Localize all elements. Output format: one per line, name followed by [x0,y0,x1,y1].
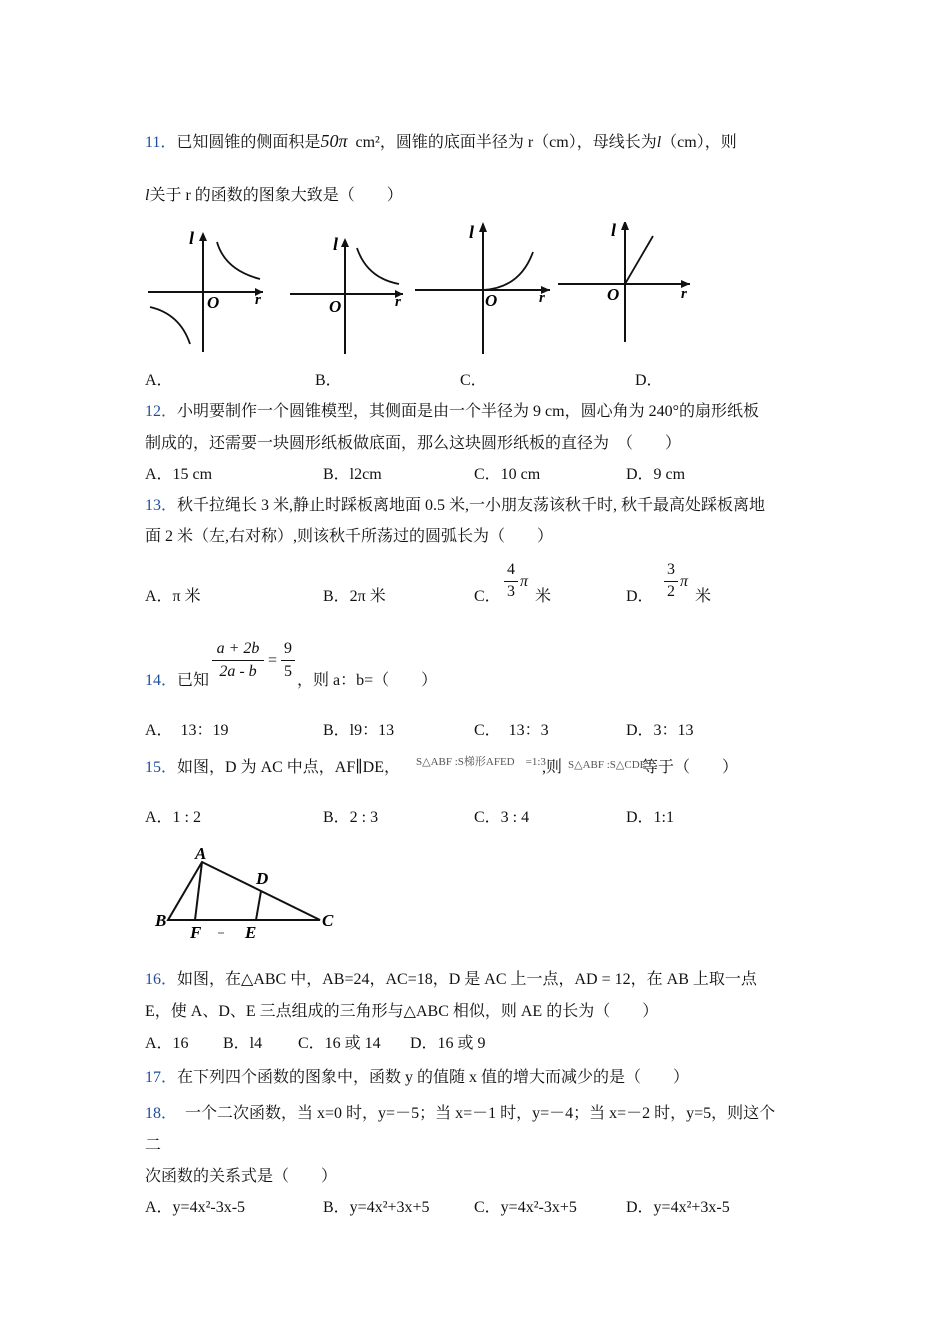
q18-option-d[interactable]: D．y=4x²+3x-5 [626,1199,730,1216]
graph-c-o-label: O [485,291,498,310]
q14-equals: = [268,652,278,669]
graph-a-l-label: l [189,228,195,248]
q13-option-d-label: D． [626,588,654,605]
q15-label-d: D [256,869,269,888]
q12-option-a[interactable]: A．15 cm [145,466,213,483]
q14-line1 [145,671,209,691]
q14-post: ，则 a：b=（ ） [297,672,438,689]
q15-text-3: 等于（ ） [642,759,739,776]
q16-option-a[interactable]: A．16 [145,1035,189,1052]
q16-line2: E，使 A、D、E 三点组成的三角形与△ABC 相似，则 AE 的长为（ ） [145,1003,659,1020]
q18-line1 [145,1104,775,1124]
q14-fraction-bar [212,660,264,661]
q13-option-d-unit: 米 [695,588,712,605]
q13-option-b[interactable]: B．2π 米 [323,588,386,605]
q14-fraction-denominator: 2a - b [219,663,257,680]
q13-option-d-denominator: 2 [667,583,675,600]
graph-d [558,222,690,342]
q18-text-1: 一个二次函数，当 x=0 时，y=－5；当 x=－1 时，y=－4；当 x=－2 时，y=5，则这个 [169,1105,776,1122]
q13-option-c-fraction-bar [504,581,518,582]
q15-ratio-1: S△ABF :S梯形AFED =1:3 [416,756,546,768]
q14-rhs-denominator: 5 [284,663,292,680]
q15-option-d[interactable]: D．1:1 [626,809,675,826]
q15-option-c[interactable]: C．3 : 4 [474,809,530,826]
q15-label-b: B [155,911,167,930]
q13-option-c-denominator: 3 [507,583,515,600]
graph-c-l-label: l [469,222,475,242]
q13-option-c-label: C． [474,588,501,605]
q17-number: 17． [145,1069,178,1086]
q15-option-b[interactable]: B．2 : 3 [323,809,379,826]
q15-triangle-figure [150,842,350,942]
graph-a-o-label: O [207,293,220,312]
q16-line1 [145,970,757,990]
q16-option-d[interactable]: D．16 或 9 [410,1035,486,1052]
q14-rhs-numerator: 9 [284,640,292,657]
q14-option-d[interactable]: D．3：13 [626,722,694,739]
q11-text-b: cm²，圆锥的底面半径为 r（cm），母线长为 [355,134,657,151]
q12-line1 [145,402,759,422]
graph-d-l-label: l [611,222,617,240]
q15-ratio-2: S△ABF :S△CDE [568,759,647,771]
graph-b-r-label: r [395,294,401,310]
q16-option-c[interactable]: C．16 或 14 [298,1035,381,1052]
q17-text-1: 在下列四个函数的图象中，函数 y 的值随 x 值的增大而减少的是（ ） [177,1069,690,1086]
q13-line1 [145,496,765,516]
q14-option-c[interactable]: C． 13：3 [474,722,549,739]
q18-line2: 二 [145,1137,162,1154]
q15-number: 15． [145,759,178,776]
q13-option-c-pi: π [520,573,529,590]
q11-option-b[interactable]: B． [315,372,342,389]
q14-option-b[interactable]: B．l9：13 [323,722,395,739]
q12-text-1: 小明要制作一个圆锥模型，其侧面是由一个半径为 9 cm，圆心角为 240°的扇形纸板 [177,403,759,420]
q18-option-a[interactable]: A．y=4x²-3x-5 [145,1199,246,1216]
q11-area: 50π [320,131,348,151]
q14-fraction-numerator: a + 2b [216,640,260,657]
q13-option-d[interactable] [626,587,654,607]
q17-line1 [145,1068,689,1088]
graph-d-o-label: O [607,285,620,304]
q14-number: 14． [145,672,178,689]
q13-option-c[interactable] [474,587,501,607]
q11-option-d[interactable]: D． [635,372,663,389]
graph-b [290,234,403,354]
q13-option-c-unit: 米 [535,588,552,605]
q16-option-b[interactable]: B．l4 [223,1035,263,1052]
q16-text-1: 如图，在△ABC 中，AB=24，AC=18，D 是 AC 上一点，AD = 12，在 AB 上取一点 [177,971,757,988]
q13-option-d-numerator: 3 [667,561,675,578]
q11-graphs [145,222,700,358]
q12-option-c[interactable]: C．10 cm [474,466,541,483]
q11-line2 [145,186,403,206]
q18-option-b[interactable]: B．y=4x²+3x+5 [323,1199,430,1216]
q11-option-a[interactable]: A． [145,372,173,389]
q11-text-d: 关于 r 的函数的图象大致是（ ） [149,187,403,204]
q15-label-e: E [245,923,257,942]
q11-text-c: （cm），则 [661,134,737,151]
graph-d-r-label: r [681,286,687,302]
q12-option-b[interactable]: B．l2cm [323,466,382,483]
q15-label-c: C [322,911,334,930]
q14-pre: 已知 [177,672,210,689]
q11-l-symbol-2: l [145,187,150,204]
q15-label-f: F [190,923,202,942]
q11-option-c[interactable]: C． [460,372,487,389]
q13-text-1: 秋千拉绳长 3 米,静止时踩板离地面 0.5 米,一小朋友荡该秋千时, 秋千最高处踩板离地 [177,497,766,514]
q13-option-d-pi: π [680,573,689,590]
graph-a [148,228,263,352]
q12-number: 12． [145,403,178,420]
q11-number: 11． [145,134,177,151]
q15-option-a[interactable]: A．1 : 2 [145,809,202,826]
graph-a-r-label: r [255,292,261,308]
q18-line3: 次函数的关系式是（ ） [145,1168,338,1185]
graph-c-r-label: r [539,290,545,306]
q13-option-d-fraction-bar [664,581,678,582]
q13-line2: 面 2 米（左,右对称）,则该秋千所荡过的圆弧长为（ ） [145,528,554,545]
q15-text-2: ,则 [542,759,563,776]
graph-b-l-label: l [333,234,339,254]
q13-option-a[interactable]: A．π 米 [145,588,201,605]
graph-c [415,222,550,354]
q11-line1 [145,131,737,153]
q18-number: 18． [145,1105,170,1122]
q15-line1 [145,758,400,778]
q18-option-c[interactable]: C．y=4x²-3x+5 [474,1199,577,1216]
q16-number: 16． [145,971,178,988]
q11-text-a: 已知圆锥的侧面积是 [176,134,321,151]
q14-rhs-bar [281,660,295,661]
q15-text-1: 如图，D 为 AC 中点，AF∥DE， [177,759,400,776]
graph-b-o-label: O [329,297,342,316]
q13-option-c-numerator: 4 [507,561,515,578]
q15-label-a: A [195,844,207,863]
q12-option-d[interactable]: D．9 cm [626,466,686,483]
q14-option-a[interactable]: A． 13：19 [145,722,229,739]
q13-number: 13． [145,497,178,514]
q12-line2: 制成的，还需要一块圆形纸板做底面，那么这块圆形纸板的直径为 （ ） [145,435,682,452]
q11-l-symbol: l [656,134,662,151]
